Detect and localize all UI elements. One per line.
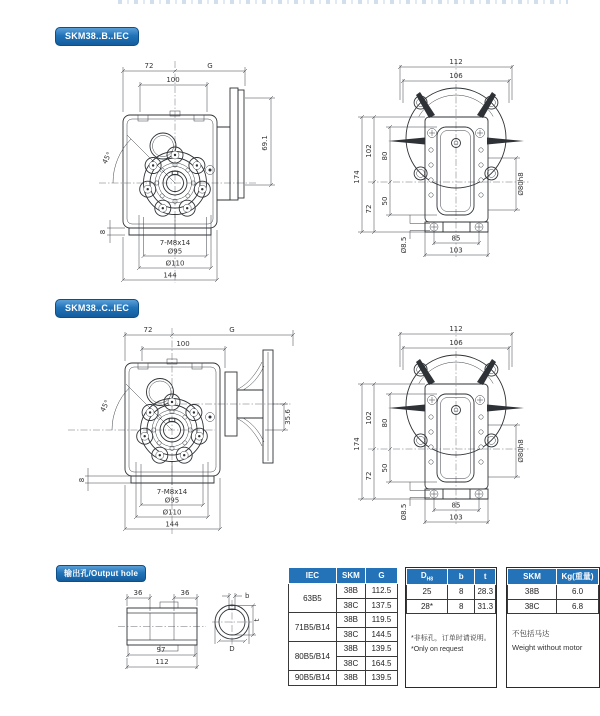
dim-label: 106: [449, 72, 463, 80]
cell-skm: 38B: [508, 585, 557, 600]
model-badge-skm38-c-iec: SKM38..C..IEC: [55, 299, 139, 318]
col-header-g: G: [365, 568, 397, 584]
dim-label: Ø8.5: [400, 503, 408, 521]
dim-label: 35.6: [284, 409, 292, 425]
col-header-iec: IEC: [289, 568, 337, 584]
cell-iec: 80B5/B14: [289, 642, 337, 671]
output-hole-badge: 输出孔/Output hole: [56, 565, 146, 582]
dim-label: 72: [365, 471, 373, 481]
dim-label: 45°: [98, 398, 112, 414]
dim-label: 8: [78, 477, 86, 483]
cell-b: 8: [447, 585, 475, 600]
dim-label: 100: [176, 340, 190, 348]
bolt-callout: 7-M8x14: [156, 488, 188, 496]
col-header-b: b: [447, 569, 475, 585]
dim-label: Ø8.5: [400, 236, 408, 254]
dim-label: Ø80h8: [517, 439, 525, 463]
cell-skm: 38C: [336, 627, 365, 642]
table-row: [407, 599, 496, 614]
weight-note: [507, 614, 599, 654]
cell-d: 28*: [407, 599, 448, 614]
cell-g: 137.5: [365, 598, 397, 613]
cell-kg: 6.8: [557, 599, 599, 614]
dim-label: G: [207, 62, 213, 70]
bore-note-cn: *非标孔，订单时请说明。: [411, 635, 491, 642]
cell-skm: 38C: [336, 656, 365, 671]
cell-iec: 63B5: [289, 584, 337, 613]
dim-label: 80: [381, 151, 389, 161]
dim-label: 36: [133, 589, 143, 597]
dim-label: 85: [451, 234, 461, 243]
table-row: [407, 585, 496, 600]
cell-g: 139.5: [365, 671, 397, 686]
dim-label: 80: [381, 418, 389, 428]
dim-label: 50: [381, 463, 389, 473]
cell-skm: 38C: [336, 598, 365, 613]
bore-note-en: *Only on request: [411, 645, 464, 653]
dim-label: 102: [365, 144, 373, 158]
table-row: [289, 671, 398, 686]
cell-g: 119.5: [365, 613, 397, 628]
table-row: [289, 584, 398, 599]
col-header-skm: SKM: [336, 568, 365, 584]
dim-label: 85: [451, 501, 461, 510]
dim-label: Ø95: [167, 247, 183, 256]
dim-label: 103: [449, 246, 463, 255]
dim-label: 72: [365, 204, 373, 214]
cell-t: 28.3: [475, 585, 496, 600]
gearbox-front-view-c: [60, 322, 300, 537]
cell-skm: 38B: [336, 671, 365, 686]
dim-label: 103: [449, 513, 463, 522]
gearbox-side-view-c: [330, 322, 560, 527]
iec-flange-table: [288, 567, 398, 686]
cell-skm: 38B: [336, 613, 365, 628]
gearbox-front-view-b: [95, 55, 330, 285]
weight-table: [506, 567, 600, 688]
dim-label: t: [253, 618, 261, 622]
spec-tables: [288, 567, 600, 688]
bore-table: [405, 567, 497, 688]
col-header-kg: Kg(重量): [557, 569, 599, 585]
bore-note: [406, 614, 496, 656]
dim-label: 106: [449, 339, 463, 347]
dim-label: 112: [155, 658, 169, 666]
cell-iec: 90B5/B14: [289, 671, 337, 686]
dim-label: 102: [365, 411, 373, 425]
cell-skm: 38B: [336, 584, 365, 599]
cell-skm: 38B: [336, 642, 365, 657]
weight-note-cn: 不包括马达: [512, 629, 550, 638]
cell-t: 31.3: [475, 599, 496, 614]
dim-label: 144: [163, 271, 177, 280]
dim-label: 36: [180, 589, 190, 597]
dim-label: Ø110: [162, 508, 182, 517]
table-row: [289, 613, 398, 628]
table-row: [289, 642, 398, 657]
table-header-row: [508, 569, 599, 585]
gearbox-side-view-b: [330, 55, 560, 260]
dim-label: 97: [156, 646, 166, 654]
dim-label: 8: [99, 229, 107, 235]
table-row: [508, 585, 599, 600]
table-row: [508, 599, 599, 614]
dim-label: 112: [449, 325, 463, 333]
dim-label: Ø110: [165, 259, 185, 268]
dim-label: 50: [381, 196, 389, 206]
dim-label: 174: [353, 437, 361, 451]
cell-b: 8: [447, 599, 475, 614]
dim-label: 144: [165, 520, 179, 529]
dim-label: Ø95: [164, 496, 180, 505]
cell-kg: 6.0: [557, 585, 599, 600]
dim-label: 72: [144, 62, 154, 70]
cropped-header-text: [118, 0, 568, 4]
cell-g: 139.5: [365, 642, 397, 657]
dim-label: 72: [143, 326, 153, 334]
weight-note-en: Weight without motor: [512, 642, 583, 652]
col-header-t: t: [475, 569, 496, 585]
cell-iec: 71B5/B14: [289, 613, 337, 642]
output-hole-drawing: [88, 588, 273, 683]
dim-label: 100: [166, 76, 180, 84]
bolt-callout: 7-M8x14: [159, 239, 191, 247]
dim-label: 174: [353, 170, 361, 184]
cell-g: 112.5: [365, 584, 397, 599]
model-badge-skm38-b-iec: SKM38..B..IEC: [55, 27, 139, 46]
cell-g: 144.5: [365, 627, 397, 642]
table-header-row: [289, 568, 398, 584]
dim-label: b: [245, 592, 250, 600]
cell-skm: 38C: [508, 599, 557, 614]
table-header-row: [407, 569, 496, 585]
cell-g: 164.5: [365, 656, 397, 671]
dim-label: G: [229, 326, 235, 334]
dim-label: 69.1: [261, 135, 269, 151]
col-header-dh8: $D_{H8}$: [407, 569, 448, 585]
cell-d: 25: [407, 585, 448, 600]
col-header-skm: SKM: [508, 569, 557, 585]
dim-label: D: [229, 645, 235, 653]
dim-label: 112: [449, 58, 463, 66]
dim-label: 45°: [100, 150, 114, 166]
dim-label: Ø80h8: [517, 172, 525, 196]
